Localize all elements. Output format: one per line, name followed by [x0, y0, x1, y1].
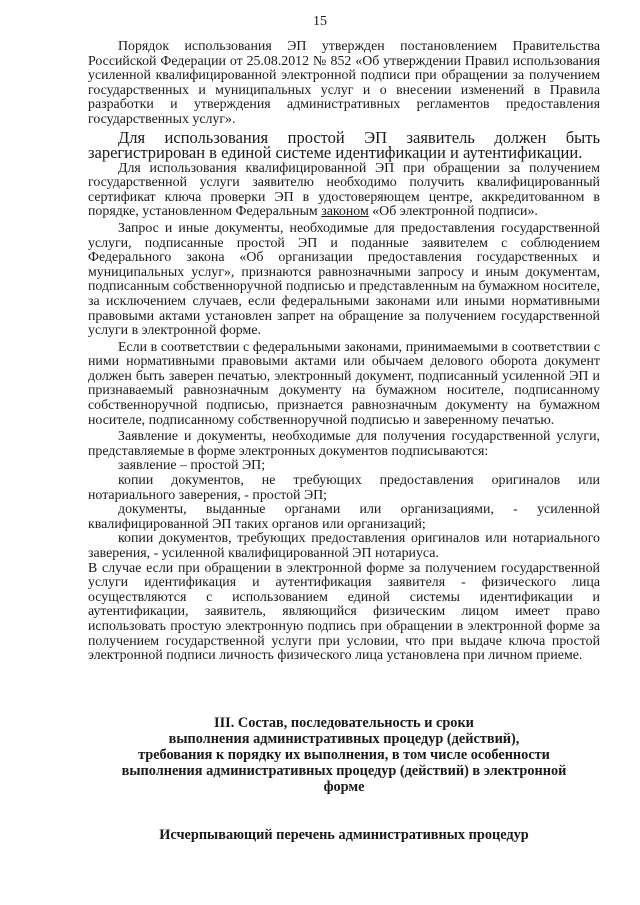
list-item: заявление – простой ЭП; — [118, 458, 266, 474]
paragraph-signature-regulation: Порядок использования ЭП утвержден постановлением Правительства Российской Федерации от 25.08.2012 № 852 «Об утверждении Правил использования усиленной квалифицированной электронной подписи при обращении за получением государственных и муниципальных услуг и о внесении изменений в Правила разработки и утверждения административных регламентов предоставления государственных услуг». — [88, 39, 600, 127]
section-heading — [88, 715, 600, 795]
page-number: 15 — [313, 14, 327, 29]
subheading: Исчерпывающий перечень административных процедур — [159, 827, 529, 843]
section-heading-line: требования к порядку их выполнения, в том числе особенности — [138, 747, 550, 763]
section-heading-line: III. Состав, последовательность и сроки — [214, 715, 474, 731]
paragraph-identification: В случае если при обращении в электронной форме за получением государственной услуги идентификация и аутентификация заявителя - физического лица осуществляются с использованием единой системы идентификации и аутентификации, заявитель, являющийся физическим лицом имеет право использовать простую электронную подпись при обращении в электронной форме за получением государственной услуги при условии, что при выдаче ключа простой электронной подписи личность физического лица установлена при личном приеме. — [88, 560, 600, 664]
section-heading-line: форме — [323, 779, 365, 795]
section-heading-line: выполнения административных процедур (действий), — [168, 731, 520, 747]
list-item: документы, выданные органами или организациями, - усиленной квалифицированной ЭП таких органов или организаций; — [88, 502, 600, 532]
paragraph-simple-signature-registration: Для использования простой ЭП заявитель должен быть зарегистрирован в единой системе идентификации и аутентификации. — [88, 127, 600, 162]
law-link[interactable]: законом — [321, 204, 369, 220]
section-heading-line: выполнения административных процедур (действий) в электронной — [121, 763, 567, 779]
paragraph-text: Для использования квалифицированной ЭП при обращении за получением государственной услуги заявителю необходимо получить квалифицированный сертификат ключа проверки ЭП в удостоверяющем центре, аккредитованном в порядке, установленном Федеральным — [88, 160, 600, 220]
paragraph-qualified-certificate — [88, 162, 600, 220]
paragraph-request-documents: Запрос и иные документы, необходимые для предоставления государственной услуги, подписанные простой ЭП и поданные заявителем с соблюдением Федерального закона «Об организации предоставления государственных и муниципальных услуг», признаются равнозначными запросу и иным документам, подписанным собственноручной подписью и представленным на бумажном носителе, за исключением случаев, если федеральными законами или иными нормативными правовыми актами установлен запрет на обращение за получением государственной услуги в электронной форме. — [88, 220, 600, 339]
paragraph-seal-equivalence: Если в соответствии с федеральными законами, принимаемыми в соответствии с ними нормативными правовыми актами или обычаем делового оборота документ должен быть заверен печатью, электронный документ, подписанный усиленной ЭП и признаваемый равнозначным документу на бумажном носителе, подписанному собственноручной подписью, признается равнозначным документу на бумажном носителе, подписанному собственноручной подписью и заверенному печатью. — [88, 339, 600, 428]
paragraph-signing-rules: Заявление и документы, необходимые для получения государственной услуги, представляемые в форме электронных документов подписываются: — [88, 429, 600, 459]
list-item: копии документов, не требующих предоставления оригиналов или нотариального заверения, - простой ЭП; — [88, 473, 600, 503]
document-body — [88, 40, 600, 664]
paragraph-text: «Об электронной подписи». — [368, 204, 538, 220]
list-item: копии документов, требующих предоставления оригиналов или нотариального заверения, - усиленной квалифицированной ЭП нотариуса. — [88, 531, 600, 561]
